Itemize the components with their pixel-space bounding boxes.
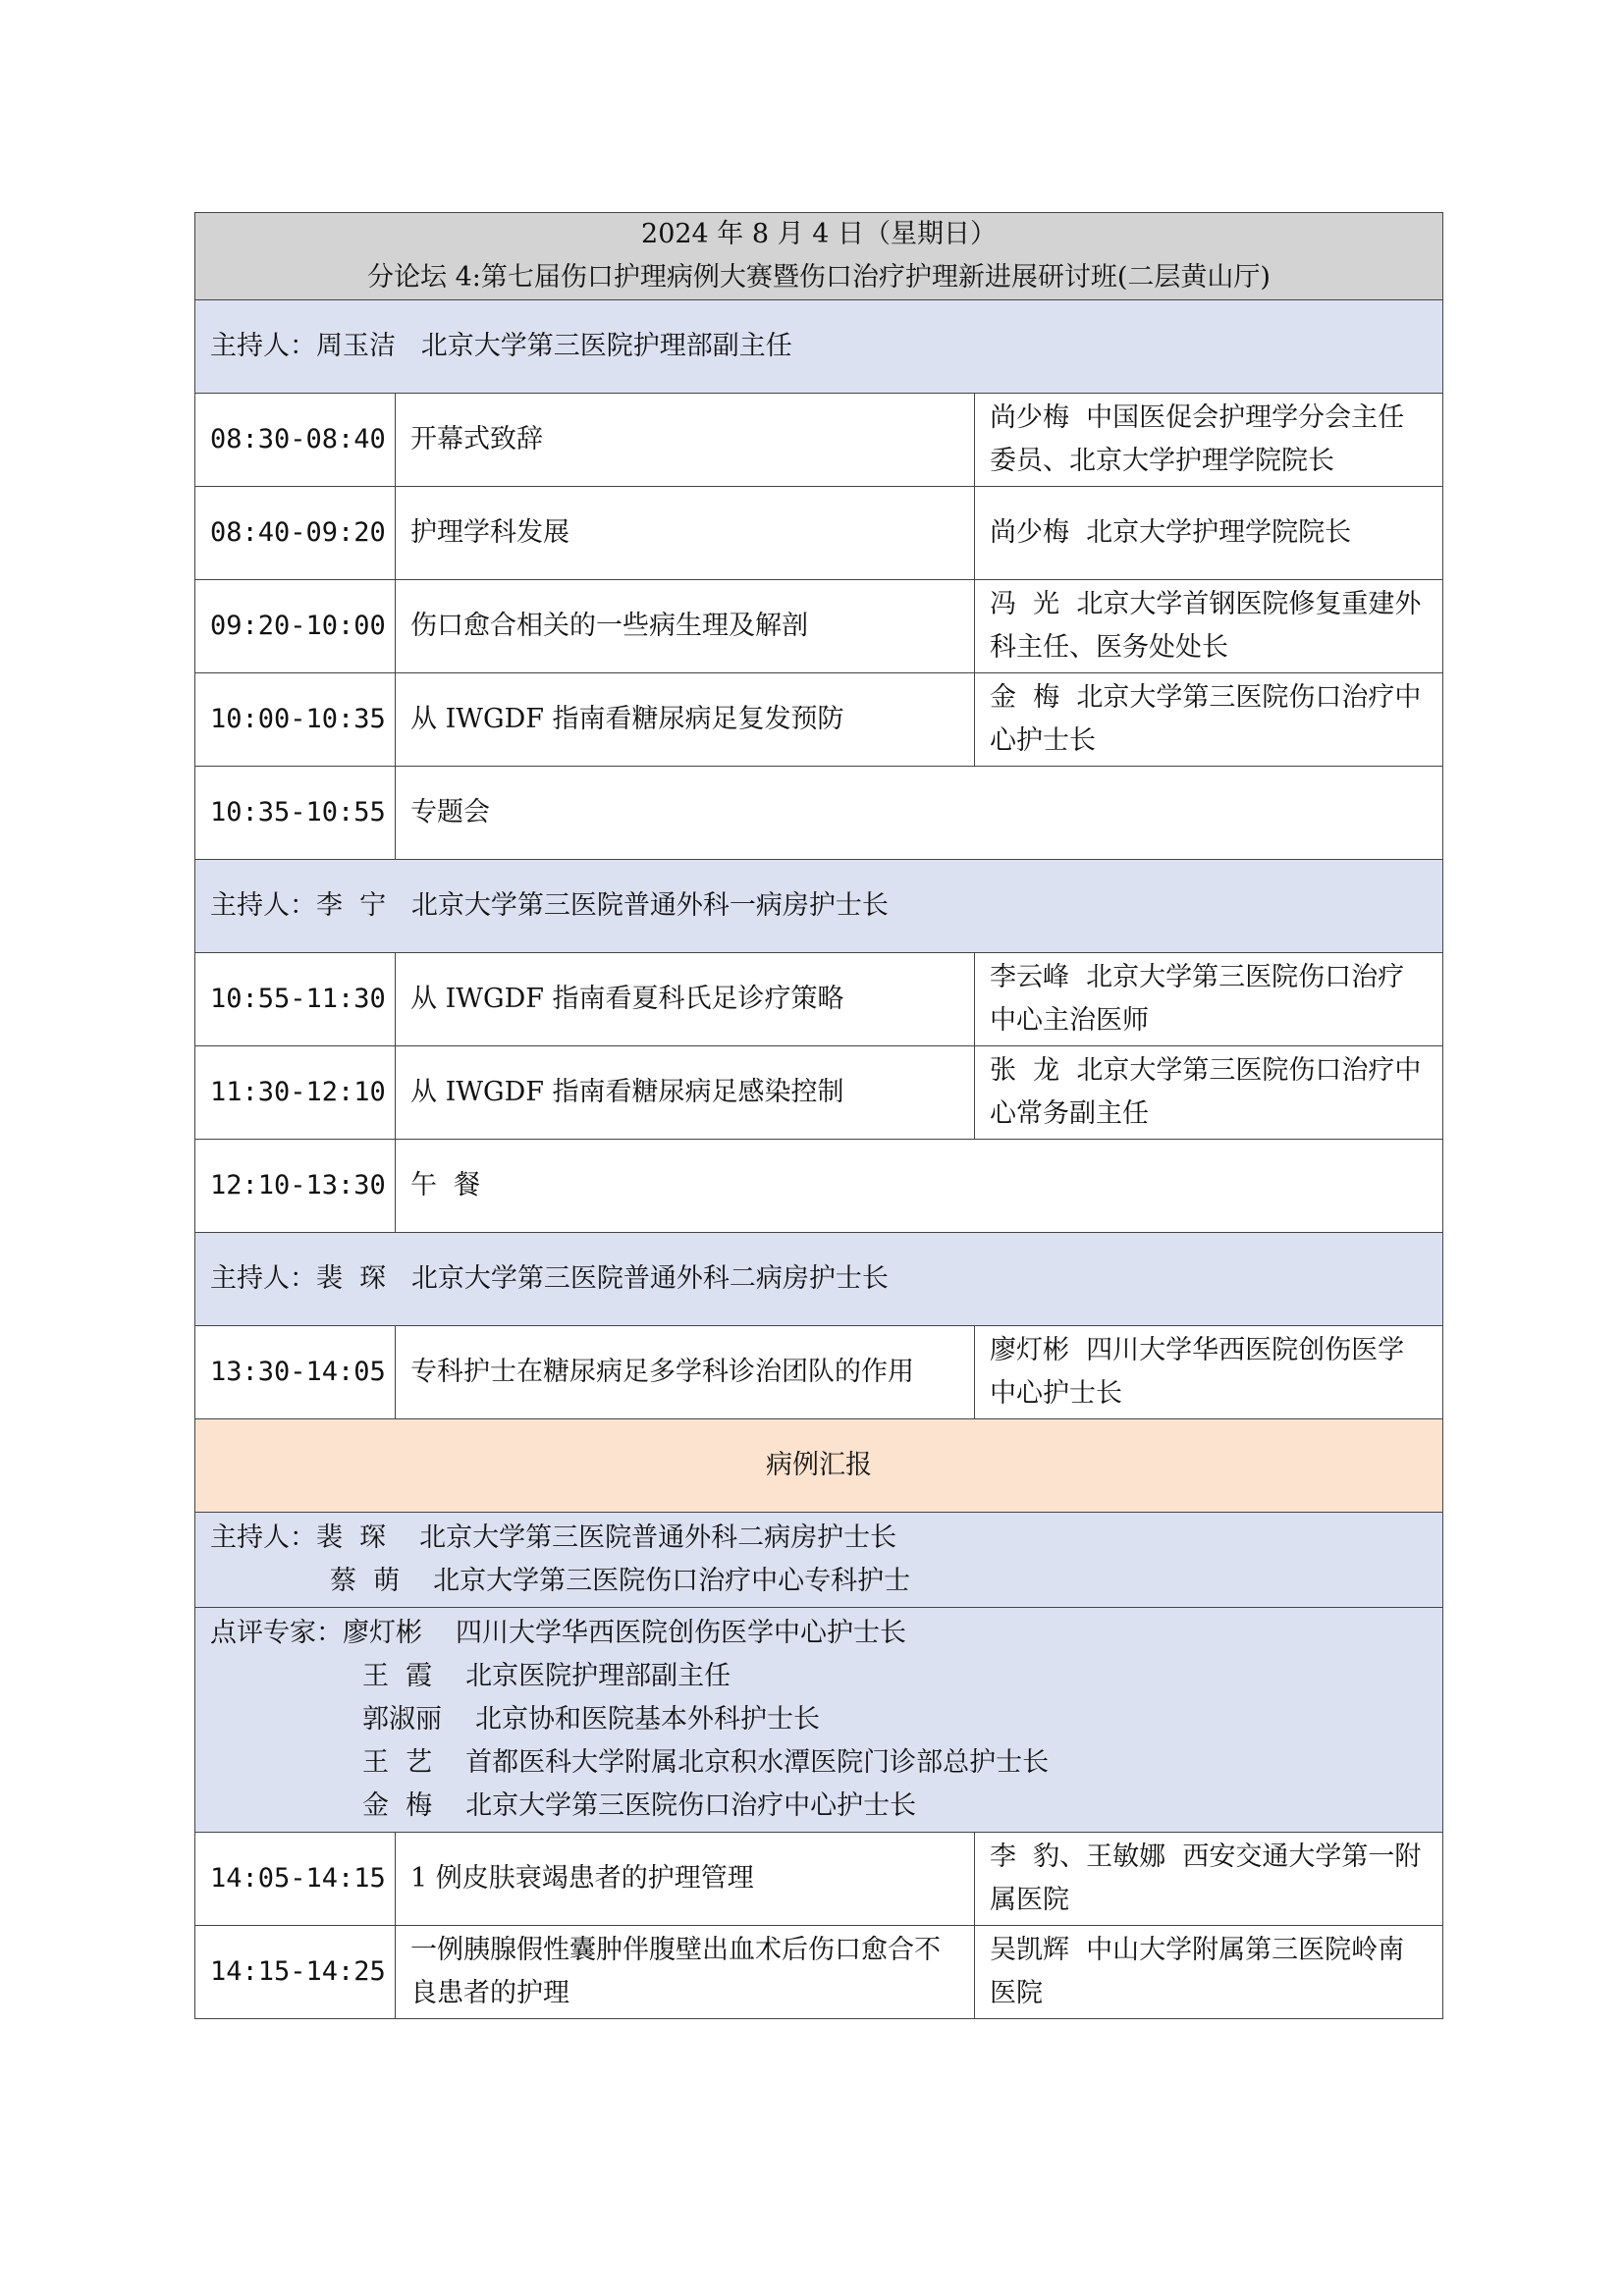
host-name: 蔡 萌 <box>330 1566 401 1596</box>
session-speaker: 吴凯辉 中山大学附属第三医院岭南医院 <box>975 1926 1443 2019</box>
session-row <box>195 1326 1443 1419</box>
session-topic: 1 例皮肤衰竭患者的护理管理 <box>396 1833 975 1926</box>
session-speaker: 廖灯彬 四川大学华西医院创伤医学中心护士长 <box>975 1326 1443 1419</box>
session-topic: 护理学科发展 <box>396 487 975 580</box>
session-speaker: 张 龙 北京大学第三医院伤口治疗中心常务副主任 <box>975 1046 1443 1140</box>
date-heading: 2024 年 8 月 4 日（星期日） <box>641 219 997 249</box>
session-speaker: 金 梅 北京大学第三医院伤口治疗中心护士长 <box>975 673 1443 767</box>
reviewer-org: 北京医院护理部副主任 <box>465 1661 731 1691</box>
schedule-table <box>194 212 1443 2019</box>
session-row <box>195 487 1443 580</box>
title-cell <box>195 213 1443 300</box>
forum-heading: 分论坛 4:第七届伤口护理病例大赛暨伤口治疗护理新进展研讨班(二层黄山厅) <box>367 262 1271 293</box>
session-row <box>195 580 1443 673</box>
host-text: 主持人：裴 琛 北京大学第三医院普通外科二病房护士长 <box>195 1233 1443 1326</box>
reviewer-name: 廖灯彬 <box>343 1618 422 1648</box>
session-time: 10:55-11:30 <box>195 953 396 1046</box>
reviewer-name: 郭淑丽 <box>362 1704 442 1735</box>
session-topic: 一例胰腺假性囊肿伴腹壁出血术后伤口愈合不良患者的护理 <box>396 1926 975 2019</box>
reviewer-entry <box>210 1612 1428 1655</box>
reviewer-name: 王 艺 <box>362 1747 433 1778</box>
session-block-2 <box>195 953 1443 1140</box>
session-speaker: 尚少梅 中国医促会护理学分会主任委员、北京大学护理学院院长 <box>975 394 1443 487</box>
reviewer-row <box>195 1608 1443 1833</box>
session-topic: 从 IWGDF 指南看糖尿病足感染控制 <box>396 1046 975 1140</box>
host-org: 北京大学第三医院普通外科二病房护士长 <box>419 1522 897 1553</box>
hosts-list <box>195 1513 1443 1608</box>
session-row <box>195 394 1443 487</box>
session-block-1 <box>195 394 1443 767</box>
case-report-row <box>195 1419 1443 1513</box>
case-report-heading: 病例汇报 <box>195 1419 1443 1513</box>
session-topic: 开幕式致辞 <box>396 394 975 487</box>
session-time: 10:35-10:55 <box>195 767 396 860</box>
reviewer-org: 四川大学华西医院创伤医学中心护士长 <box>456 1618 906 1648</box>
host-org: 北京大学第三医院伤口治疗中心专科护士 <box>433 1566 911 1596</box>
session-time: 14:15-14:25 <box>195 1926 396 2019</box>
session-time: 09:20-10:00 <box>195 580 396 673</box>
session-speaker: 尚少梅 北京大学护理学院院长 <box>975 487 1443 580</box>
session-time: 10:00-10:35 <box>195 673 396 767</box>
session-time: 08:40-09:20 <box>195 487 396 580</box>
reviewer-org: 北京大学第三医院伤口治疗中心护士长 <box>465 1790 917 1821</box>
session-speaker: 李 豹、王敏娜 西安交通大学第一附属医院 <box>975 1833 1443 1926</box>
host-row-4 <box>195 1513 1443 1608</box>
session-row <box>195 1046 1443 1140</box>
host-name: 裴 琛 <box>316 1522 387 1553</box>
session-row <box>195 673 1443 767</box>
lunch-row <box>195 1140 1443 1233</box>
host-text: 主持人：李 宁 北京大学第三医院普通外科一病房护士长 <box>195 860 1443 953</box>
hosts-label: 主持人： <box>210 1522 316 1553</box>
session-time: 13:30-14:05 <box>195 1326 396 1419</box>
host-text: 主持人：周玉洁 北京大学第三医院护理部副主任 <box>195 300 1443 394</box>
reviewer-entry <box>210 1785 1428 1828</box>
reviewers-label: 点评专家： <box>210 1618 343 1648</box>
session-time: 08:30-08:40 <box>195 394 396 487</box>
reviewer-org: 北京协和医院基本外科护士长 <box>475 1704 820 1735</box>
session-topic: 专题会 <box>396 767 1443 860</box>
session-block-4 <box>195 1833 1443 2019</box>
reviewer-entry <box>210 1741 1428 1785</box>
reviewer-entry <box>210 1655 1428 1698</box>
reviewer-org: 首都医科大学附属北京积水潭医院门诊部总护士长 <box>465 1747 1050 1778</box>
host-row-2 <box>195 860 1443 953</box>
host-entry <box>210 1560 1428 1603</box>
host-entry <box>210 1517 1428 1560</box>
session-row <box>195 1926 1443 2019</box>
session-row <box>195 1833 1443 1926</box>
session-time: 11:30-12:10 <box>195 1046 396 1140</box>
reviewer-entry <box>210 1698 1428 1741</box>
session-time: 14:05-14:15 <box>195 1833 396 1926</box>
host-row-3 <box>195 1233 1443 1326</box>
session-block-3 <box>195 1326 1443 1419</box>
session-topic: 伤口愈合相关的一些病生理及解剖 <box>396 580 975 673</box>
reviewers-list <box>195 1608 1443 1833</box>
session-speaker: 冯 光 北京大学首钢医院修复重建外科主任、医务处处长 <box>975 580 1443 673</box>
host-row-1 <box>195 300 1443 394</box>
session-row <box>195 953 1443 1046</box>
session-time: 12:10-13:30 <box>195 1140 396 1233</box>
session-topic: 专科护士在糖尿病足多学科诊治团队的作用 <box>396 1326 975 1419</box>
session-topic: 午 餐 <box>396 1140 1443 1233</box>
session-topic: 从 IWGDF 指南看夏科氏足诊疗策略 <box>396 953 975 1046</box>
break-row <box>195 767 1443 860</box>
reviewer-name: 王 霞 <box>362 1661 433 1691</box>
reviewer-name: 金 梅 <box>362 1790 433 1821</box>
session-topic: 从 IWGDF 指南看糖尿病足复发预防 <box>396 673 975 767</box>
title-row <box>195 213 1443 300</box>
session-speaker: 李云峰 北京大学第三医院伤口治疗中心主治医师 <box>975 953 1443 1046</box>
